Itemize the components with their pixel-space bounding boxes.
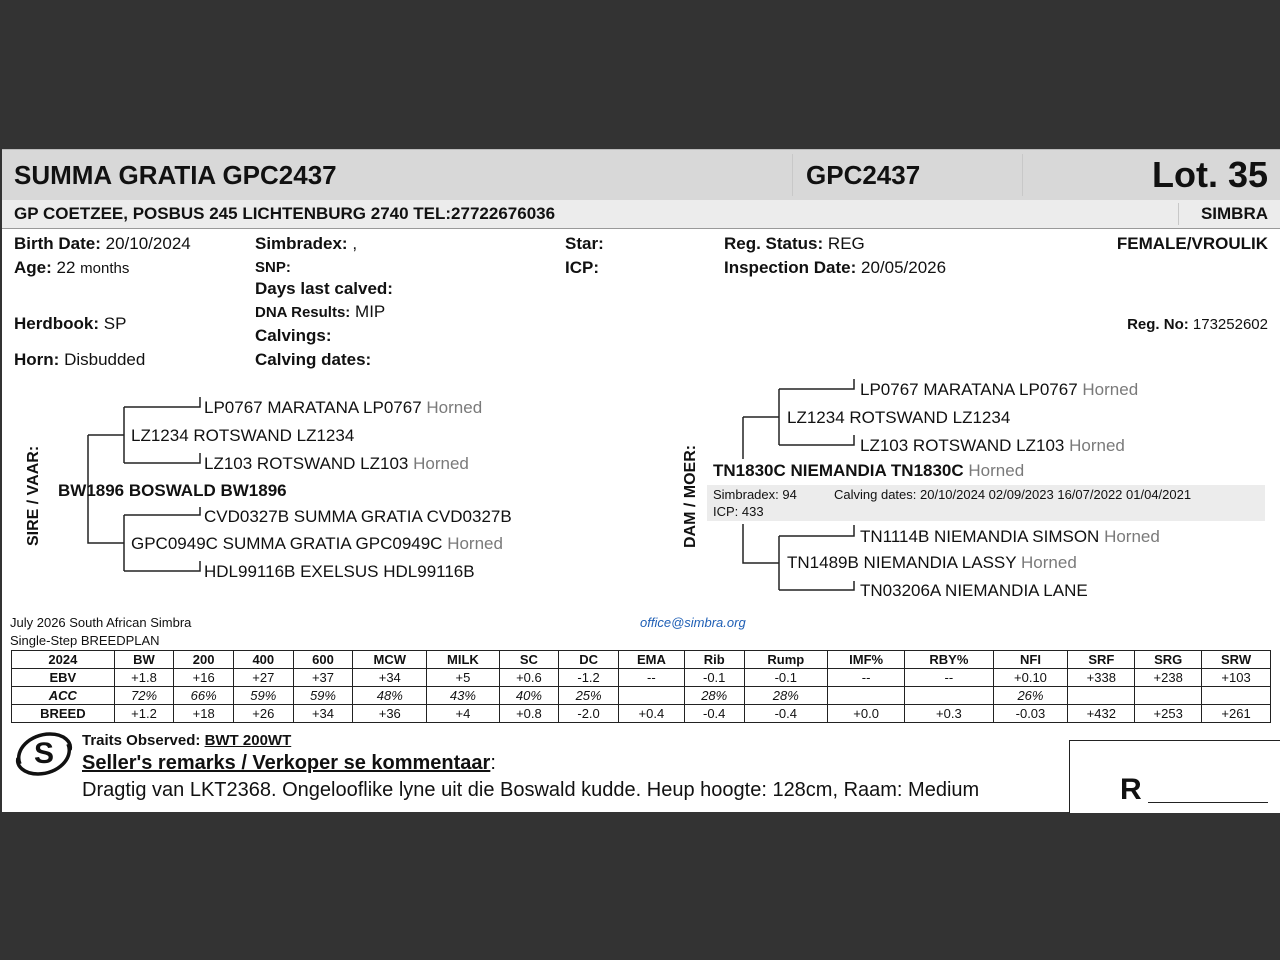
table-cell [828,687,905,705]
table-cell [1068,687,1135,705]
sire-sire-dam: LZ103 ROTSWAND LZ103 Horned [204,454,469,473]
dam-icp: ICP: 433 [713,504,764,519]
table-cell: +37 [293,669,353,687]
sire-dam-dam: HDL99116B EXELSUS HDL99116B [204,562,475,581]
lot-card [2,149,1280,812]
table-cell: +103 [1202,669,1271,687]
table-header: Rump [744,651,828,669]
sire-dam: GPC0949C SUMMA GRATIA GPC0949C Horned [131,534,503,553]
table-header: MCW [353,651,427,669]
table-header: RBY% [905,651,993,669]
reg-status: Reg. Status: REG [724,234,865,253]
sire-name: BW1896 BOSWALD BW1896 [58,481,287,500]
simbra-logo-icon [12,728,76,780]
table-cell: 59% [293,687,353,705]
table-cell [618,687,684,705]
table-cell: EBV [12,669,115,687]
reg-number: Reg. No: 173252602 [1127,316,1268,333]
dam-name: TN1830C NIEMANDIA TN1830C Horned [713,461,1025,480]
table-cell: -0.4 [684,705,744,723]
table-cell [905,687,993,705]
herdbook: Herdbook: SP [14,314,127,333]
sex: FEMALE/VROULIK [1116,234,1268,253]
price-box [1069,740,1280,813]
table-cell: -0.4 [744,705,828,723]
dam-dam-sire: TN1114B NIEMANDIA SIMSON Horned [860,527,1160,546]
dam-sire-dam: LZ103 ROTSWAND LZ103 Horned [860,436,1125,455]
table-cell: +16 [174,669,234,687]
table-row-ebv [12,669,1271,687]
table-cell: -0.1 [684,669,744,687]
dam-simbradex: Simbradex: 94 [713,487,797,502]
breedplan-line1: July 2026 South African Simbra [10,615,192,630]
dam-dam: TN1489B NIEMANDIA LASSY Horned [787,553,1077,572]
table-cell: +238 [1135,669,1202,687]
table-cell: +0.0 [828,705,905,723]
table-cell: +0.6 [499,669,559,687]
dam-dam-dam: TN03206A NIEMANDIA LANE [860,581,1088,600]
table-cell: 26% [993,687,1068,705]
table-cell: -2.0 [559,705,619,723]
dam-details-box [707,485,1265,521]
table-cell: +26 [233,705,293,723]
table-header: Rib [684,651,744,669]
snp-label: SNP: [255,259,291,276]
table-cell: +27 [233,669,293,687]
calving-dates-label: Calving dates: [255,350,372,369]
table-cell: 59% [233,687,293,705]
table-cell: -- [905,669,993,687]
table-cell: -- [618,669,684,687]
table-header: SRW [1202,651,1271,669]
email-link[interactable]: office@simbra.org [640,615,746,630]
calvings-label: Calvings: [255,326,332,345]
sire-sire-sire: LP0767 MARATANA LP0767 Horned [204,398,483,417]
table-cell: +0.3 [905,705,993,723]
sire-label: SIRE / VAAR: [25,445,42,546]
table-cell: BREED [12,705,115,723]
dam-calving-dates: Calving dates: 20/10/2024 02/09/2023 16/07/2022 01/04/2021 [834,487,1192,502]
table-cell: 28% [744,687,828,705]
table-cell: 72% [114,687,174,705]
seller-remarks: Dragtig van LKT2368. Ongelooflike lyne uit die Boswald kudde. Heup hoogte: 128cm, Raam: Medium [82,779,980,801]
breed-name: SIMBRA [1200,204,1268,223]
ebv-table [11,650,1271,723]
table-cell: +338 [1068,669,1135,687]
animal-title: SUMMA GRATIA GPC2437 [14,160,337,190]
traits-observed: Traits Observed: BWT 200WT [82,732,292,749]
table-cell: 25% [559,687,619,705]
breedplan-line2: Single-Step BREEDPLAN [10,633,160,648]
dna-results: DNA Results: MIP [255,302,386,321]
age: Age: 22 months [14,258,130,277]
table-cell: +0.8 [499,705,559,723]
dam-sire-sire: LP0767 MARATANA LP0767 Horned [860,380,1139,399]
table-header: MILK [427,651,499,669]
lot-number: Lot. 35 [1151,154,1268,195]
table-cell: +4 [427,705,499,723]
dam-sire: LZ1234 ROTSWAND LZ1234 [787,408,1011,427]
table-cell: -0.1 [744,669,828,687]
table-cell: +432 [1068,705,1135,723]
table-header-row [12,651,1271,669]
table-cell: +0.10 [993,669,1068,687]
breeder-info: GP COETZEE, POSBUS 245 LICHTENBURG 2740 TEL:27722676036 [14,204,556,223]
table-cell: +5 [427,669,499,687]
table-cell: +0.4 [618,705,684,723]
sire-sire: LZ1234 ROTSWAND LZ1234 [131,426,355,445]
table-cell: +261 [1202,705,1271,723]
table-cell: +253 [1135,705,1202,723]
table-cell: +1.8 [114,669,174,687]
table-header: 400 [233,651,293,669]
icp-label: ICP: [565,258,599,277]
table-cell: -0.03 [993,705,1068,723]
table-cell [1202,687,1271,705]
sire-dam-sire: CVD0327B SUMMA GRATIA CVD0327B [204,507,512,526]
table-header: DC [559,651,619,669]
table-cell: 43% [427,687,499,705]
table-cell: ACC [12,687,115,705]
table-header: NFI [993,651,1068,669]
table-row-breed [12,705,1271,723]
days-last-calved-label: Days last calved: [255,279,393,298]
birth-date: Birth Date: 20/10/2024 [14,234,191,253]
remarks-heading: Seller's remarks / Verkoper se kommentaar: [82,752,496,774]
table-header: 2024 [12,651,115,669]
price-input-line[interactable] [1148,802,1268,803]
table-cell: +34 [353,669,427,687]
dam-label: DAM / MOER: [682,444,699,548]
simbradex: Simbradex: , [255,234,358,253]
table-header: SRF [1068,651,1135,669]
animal-code: GPC2437 [806,160,921,190]
table-header: SC [499,651,559,669]
table-cell [1135,687,1202,705]
table-cell: -- [828,669,905,687]
table-header: 600 [293,651,353,669]
table-cell: -1.2 [559,669,619,687]
table-cell: +34 [293,705,353,723]
table-cell: 48% [353,687,427,705]
star-label: Star: [565,234,604,253]
table-header: SRG [1135,651,1202,669]
table-cell: 28% [684,687,744,705]
table-cell: +36 [353,705,427,723]
table-header: 200 [174,651,234,669]
table-header: BW [114,651,174,669]
table-header: EMA [618,651,684,669]
price-prefix: R [1120,773,1142,806]
table-cell: +18 [174,705,234,723]
horn-status: Horn: Disbudded [14,350,146,369]
inspection-date: Inspection Date: 20/05/2026 [724,258,947,277]
table-cell: 40% [499,687,559,705]
table-row-acc [12,687,1271,705]
logo-letter: S [33,737,55,770]
table-header: IMF% [828,651,905,669]
table-cell: 66% [174,687,234,705]
table-cell: +1.2 [114,705,174,723]
